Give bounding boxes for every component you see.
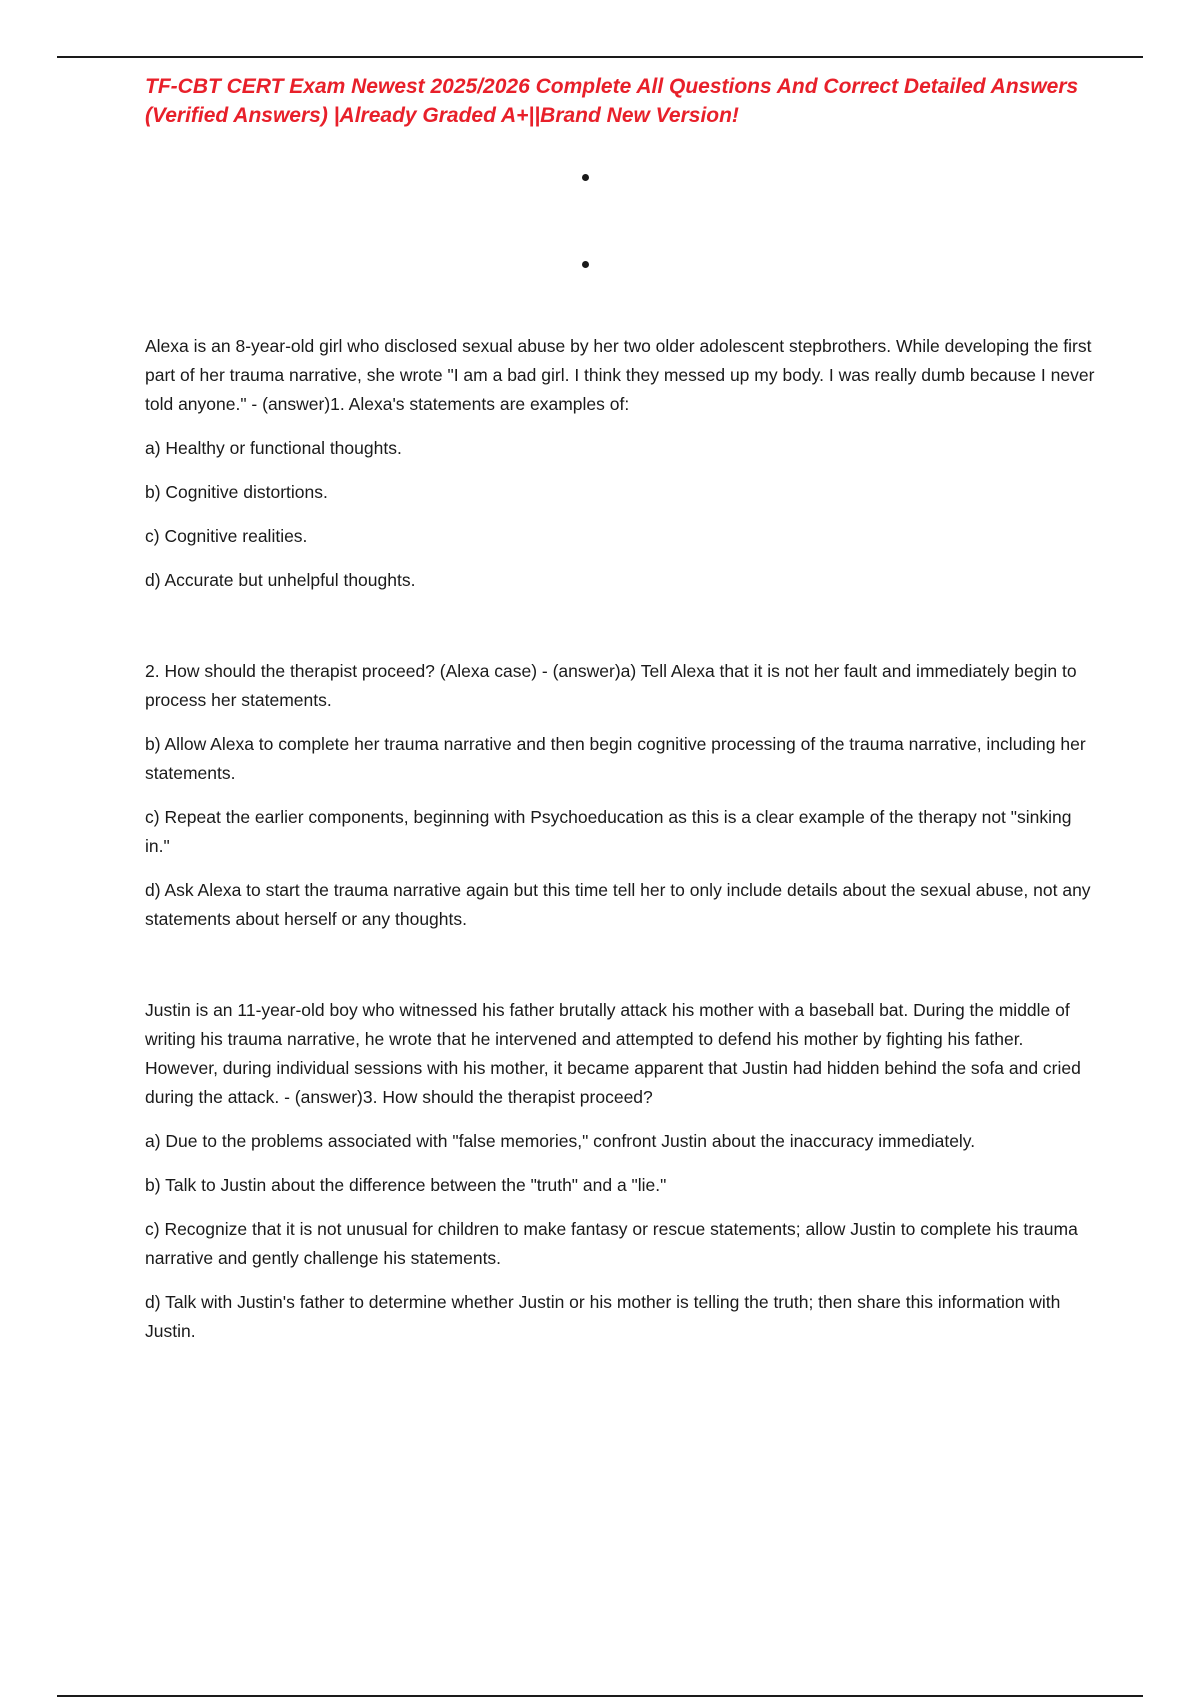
question-3-option-d: d) Talk with Justin's father to determine whether Justin or his mother is telling the truth; then share this information with Justin. (145, 1292, 1061, 1341)
document-title: TF-CBT CERT Exam Newest 2025/2026 Complete All Questions And Correct Detailed Answers (Verified Answers) |Already Graded A+||Brand New Version! (145, 75, 1079, 127)
question-2-option-c: c) Repeat the earlier components, beginning with Psychoeducation as this is a clear example of the therapy not "sinking in." (145, 807, 1072, 856)
question-3-option-a: a) Due to the problems associated with "false memories," confront Justin about the inaccuracy immediately. (145, 1131, 976, 1151)
question-2-stem: 2. How should the therapist proceed? (Alexa case) - (answer)a) Tell Alexa that it is not her fault and immediately begin to process her statements. (145, 661, 1077, 710)
question-2-option-d: d) Ask Alexa to start the trauma narrative again but this time tell her to only include details about the sexual abuse, not any statements about herself or any thoughts. (145, 880, 1091, 929)
bullet-dot (582, 261, 589, 268)
document-body (145, 332, 1095, 1361)
bottom-rule (57, 1695, 1143, 1697)
top-rule (57, 56, 1143, 58)
question-2-option-b: b) Allow Alexa to complete her trauma narrative and then begin cognitive processing of the trauma narrative, including her statements. (145, 734, 1086, 783)
question-1-option-a: a) Healthy or functional thoughts. (145, 438, 402, 458)
question-3-option-c: c) Recognize that it is not unusual for children to make fantasy or rescue statements; allow Justin to complete his trauma narrative and gently challenge his statements. (145, 1219, 1078, 1268)
question-1-option-b: b) Cognitive distortions. (145, 482, 328, 502)
bullet-dot (582, 174, 589, 181)
question-1-option-c: c) Cognitive realities. (145, 526, 308, 546)
question-1-option-d: d) Accurate but unhelpful thoughts. (145, 570, 416, 590)
question-3-option-b: b) Talk to Justin about the difference between the "truth" and a "lie." (145, 1175, 667, 1195)
question-3-stem: Justin is an 11-year-old boy who witnessed his father brutally attack his mother with a baseball bat. During the middle of writing his trauma narrative, he wrote that he intervened and attempted to defend his mother by fighting his father. However, during individual sessions with his mother, it became apparent that Justin had hidden behind the sofa and cried during the attack. - (answer)3. How should the therapist proceed? (145, 1000, 1081, 1107)
question-1-stem: Alexa is an 8-year-old girl who disclosed sexual abuse by her two older adolescent stepbrothers. While developing the first part of her trauma narrative, she wrote "I am a bad girl. I think they messed up my body. I was really dumb because I never told anyone." - (answer)1. Alexa's statements are examples of: (145, 336, 1095, 414)
